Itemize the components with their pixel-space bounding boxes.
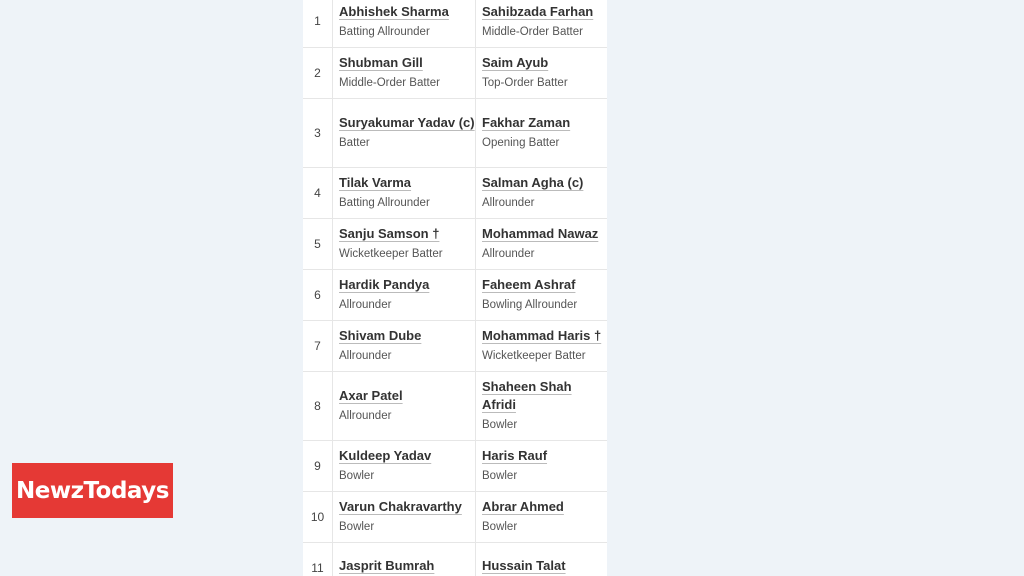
player-role: Bowler [482, 419, 518, 431]
player-cell-india [333, 269, 476, 320]
row-number: 9 [303, 440, 333, 491]
player-cell-pakistan [476, 371, 608, 440]
row-number: 3 [303, 98, 333, 167]
player-role: Bowling Allrounder [482, 299, 578, 311]
squad-table [303, 0, 607, 576]
player-name-link[interactable]: Salman Agha (c) [482, 175, 584, 190]
player-cell-pakistan [476, 440, 608, 491]
player-cell-india [333, 218, 476, 269]
player-role: Allrounder [482, 197, 535, 209]
player-name-link[interactable]: Shivam Dube [339, 328, 422, 343]
row-number: 4 [303, 167, 333, 218]
player-name-link[interactable]: Hussain Talat [482, 557, 566, 573]
squad-table-body [303, 0, 607, 576]
table-row [303, 98, 607, 167]
table-row [303, 491, 607, 542]
player-cell-pakistan [476, 542, 608, 576]
logo-text: NewzTodays [16, 477, 169, 504]
player-cell-india [333, 167, 476, 218]
player-role: Top-Order Batter [482, 77, 568, 89]
table-row [303, 542, 607, 576]
player-role: Bowler [339, 521, 375, 533]
player-name-link[interactable]: Varun Chakravarthy [339, 499, 462, 514]
player-role: Middle-Order Batter [339, 77, 440, 89]
player-name-link[interactable]: Fakhar Zaman [482, 115, 571, 130]
player-cell-pakistan [476, 167, 608, 218]
player-cell-india [333, 440, 476, 491]
player-cell-india [333, 371, 476, 440]
player-name-link[interactable]: Mohammad Haris † [482, 328, 602, 343]
player-cell-india [333, 491, 476, 542]
table-row [303, 47, 607, 98]
player-cell-pakistan [476, 218, 608, 269]
newztodays-logo [12, 463, 173, 518]
player-name-link[interactable]: Mohammad Nawaz [482, 226, 599, 241]
table-row [303, 440, 607, 491]
player-name-link[interactable]: Axar Patel [339, 388, 403, 403]
player-name-link[interactable]: Saim Ayub [482, 55, 549, 70]
table-row [303, 167, 607, 218]
player-cell-india [333, 0, 476, 47]
player-name-link[interactable]: Kuldeep Yadav [339, 448, 432, 463]
player-role: Allrounder [339, 350, 392, 362]
row-number: 7 [303, 320, 333, 371]
player-cell-india [333, 320, 476, 371]
row-number: 10 [303, 491, 333, 542]
player-name-link[interactable]: Sanju Samson † [339, 226, 440, 241]
player-name-link[interactable]: Tilak Varma [339, 175, 412, 190]
player-name-link[interactable]: Shubman Gill [339, 55, 423, 70]
player-cell-pakistan [476, 47, 608, 98]
player-role: Bowler [339, 470, 375, 482]
player-role: Bowler [482, 521, 518, 533]
player-cell-pakistan [476, 98, 608, 167]
row-number: 5 [303, 218, 333, 269]
player-cell-india [333, 98, 476, 167]
player-role: Allrounder [339, 299, 392, 311]
table-row [303, 320, 607, 371]
player-role: Middle-Order Batter [482, 25, 583, 38]
player-cell-pakistan [476, 491, 608, 542]
table-row [303, 371, 607, 440]
player-cell-pakistan [476, 269, 608, 320]
player-cell-india [333, 542, 476, 576]
player-name-link[interactable]: Sahibzada Farhan [482, 3, 594, 19]
player-name-link[interactable]: Abhishek Sharma [339, 3, 449, 19]
player-role: Bowler [482, 470, 518, 482]
player-name-link[interactable]: Faheem Ashraf [482, 277, 576, 292]
player-name-link[interactable]: Abrar Ahmed [482, 499, 564, 514]
row-number: 2 [303, 47, 333, 98]
row-number: 11 [303, 542, 333, 576]
row-number: 6 [303, 269, 333, 320]
player-name-link[interactable]: Haris Rauf [482, 448, 548, 463]
player-role: Batting Allrounder [339, 197, 430, 209]
player-role: Wicketkeeper Batter [339, 248, 443, 260]
table-row [303, 218, 607, 269]
table-row [303, 0, 607, 47]
player-cell-pakistan [476, 320, 608, 371]
row-number: 1 [303, 0, 333, 47]
squad-comparison-table [303, 0, 607, 576]
player-role: Opening Batter [482, 137, 560, 149]
player-name-link[interactable]: Shaheen Shah Afridi [482, 379, 572, 412]
player-role: Batter [339, 137, 370, 149]
player-role: Batting Allrounder [339, 25, 430, 38]
table-row [303, 269, 607, 320]
player-role: Wicketkeeper Batter [482, 350, 586, 362]
player-name-link[interactable]: Jasprit Bumrah [339, 557, 435, 573]
player-cell-india [333, 47, 476, 98]
player-name-link[interactable]: Suryakumar Yadav (c) [339, 115, 475, 130]
player-role: Allrounder [339, 410, 392, 422]
player-role: Allrounder [482, 248, 535, 260]
row-number: 8 [303, 371, 333, 440]
player-name-link[interactable]: Hardik Pandya [339, 277, 430, 292]
player-cell-pakistan [476, 0, 608, 47]
